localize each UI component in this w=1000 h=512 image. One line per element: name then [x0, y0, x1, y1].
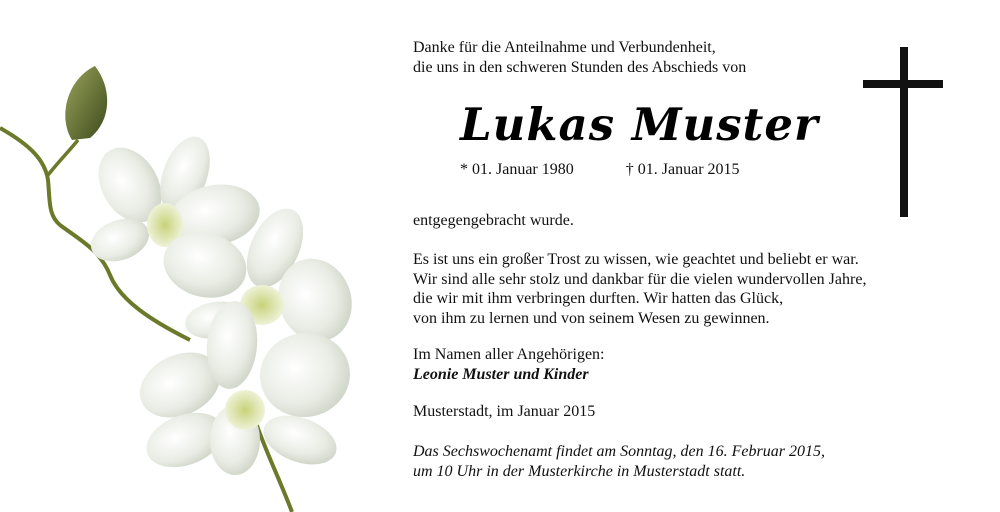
- gratitude-paragraph: [413, 250, 866, 328]
- body-line-4: von ihm zu lernen und von seinem Wesen zu gewinnen.: [413, 309, 770, 327]
- signature-names: Leonie Muster und Kinder: [413, 365, 589, 383]
- life-dates: [460, 160, 740, 180]
- body-line-2: Wir sind alle sehr stolz und dankbar für die vielen wundervollen Jahre,: [413, 270, 867, 288]
- latin-cross-icon: [863, 47, 943, 217]
- death-date: † 01. Januar 2015: [625, 161, 740, 178]
- birth-date: * 01. Januar 1980: [460, 161, 574, 178]
- notice-line-1: Das Sechswochenamt findet am Sonntag, den 16. Februar 2015,: [413, 443, 825, 460]
- signature-intro: Im Namen aller Angehörigen:: [413, 346, 605, 363]
- memorial-notice: [413, 442, 825, 481]
- deceased-name: Lukas Muster: [460, 98, 819, 151]
- continuation-text: entgegengebracht wurde.: [413, 212, 574, 229]
- notice-line-2: um 10 Uhr in der Musterkirche in Musterstadt statt.: [413, 462, 746, 480]
- orchid-image: [0, 0, 380, 512]
- intro-line-1: Danke für die Anteilnahme und Verbundenheit,: [413, 39, 716, 56]
- body-line-3: die wir mit ihm verbringen durften. Wir hatten das Glück,: [413, 290, 784, 307]
- place-date: Musterstadt, im Januar 2015: [413, 403, 596, 420]
- signature-block: [413, 345, 605, 384]
- intro-text: [413, 38, 746, 77]
- intro-line-2: die uns in den schweren Stunden des Abschieds von: [413, 58, 747, 76]
- body-line-1: Es ist uns ein großer Trost zu wissen, wie geachtet und beliebt er war.: [413, 251, 859, 268]
